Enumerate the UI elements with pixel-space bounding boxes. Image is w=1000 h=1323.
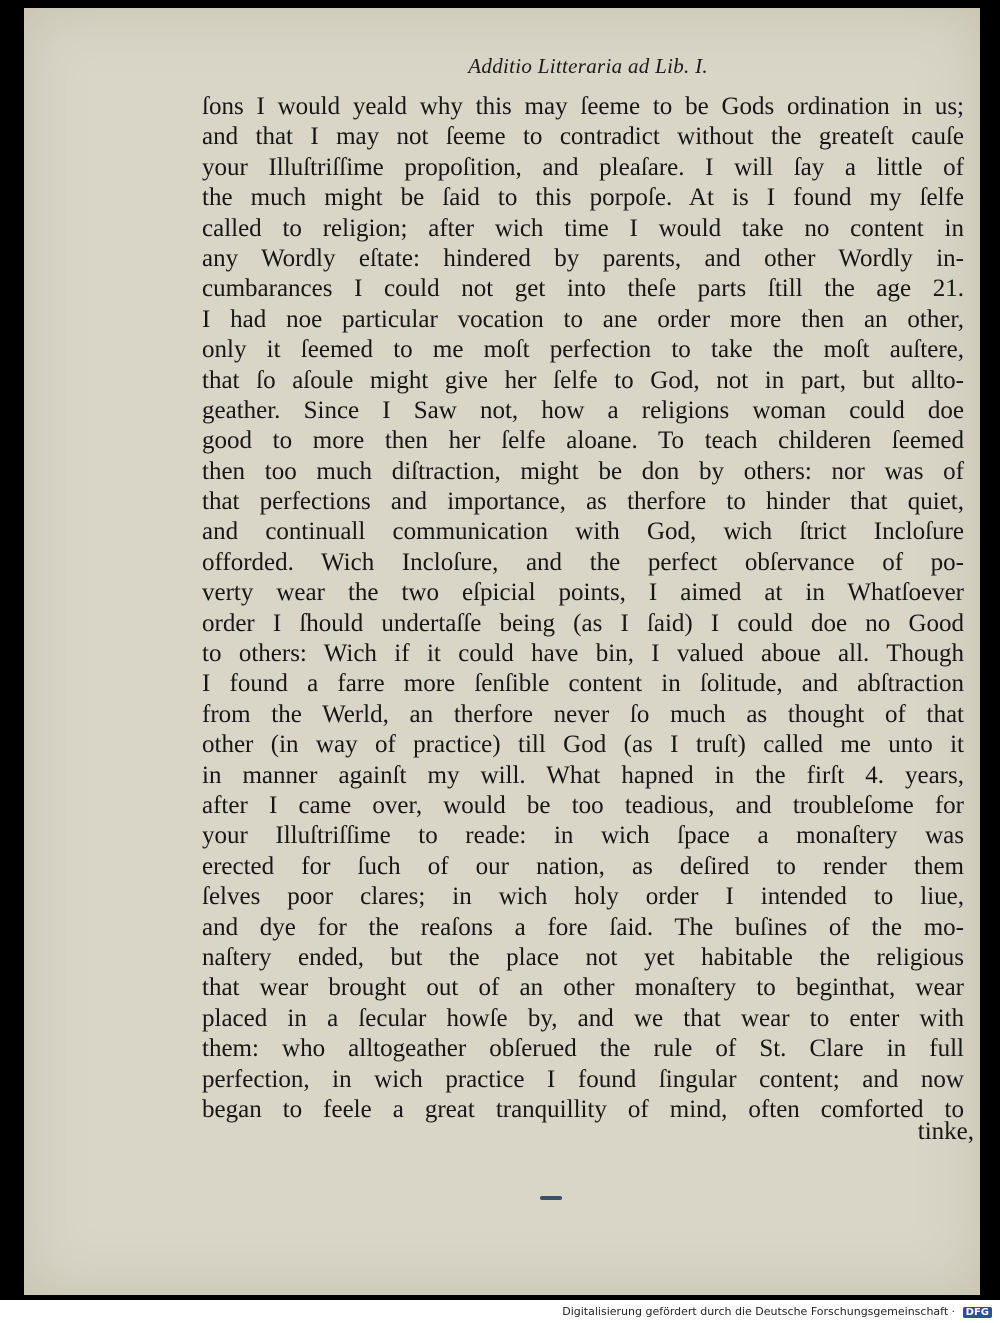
text-line: the much might be ſaid to this porpoſe. At is I found my ſelfe [202, 184, 964, 212]
text-line: erected for ſuch of our nation, as deſired to render them [202, 852, 964, 880]
text-line: other (in way of practice) till God (as I truſt) called me unto it [202, 731, 964, 759]
text-line: I had noe particular vocation to ane order more then an other, [202, 305, 964, 333]
text-line: verty wear the two eſpicial points, I aimed at in Whatſoever [202, 579, 964, 607]
ink-mark [540, 1196, 562, 1200]
text-line: in manner againſt my will. What hapned in the firſt 4. years, [202, 761, 964, 789]
text-line: naſtery ended, but the place not yet habitable the religious [202, 943, 964, 971]
text-line: any Wordly eſtate: hindered by parents, and other Wordly in- [202, 244, 964, 272]
catchword: tinke, [917, 1118, 974, 1145]
text-line: ſelves poor clares; in wich holy order I intended to liue, [202, 883, 964, 911]
text-line: your Illuſtriſſime propoſition, and pleaſare. I will ſay a little of [202, 153, 964, 181]
text-line: ſons I would yeald why this may ſeeme to be Gods ordination in us; [202, 93, 964, 120]
text-line: I found a farre more ſenſible content in ſolitude, and abſtraction [202, 670, 964, 698]
text-line: that perfections and importance, as therfore to hinder that quiet, [202, 488, 964, 516]
page-body-text [202, 92, 964, 1125]
text-line: only it ſeemed to me moſt perfection to take the moſt auſtere, [202, 336, 964, 364]
text-line: called to religion; after wich time I would take no content in [202, 214, 964, 242]
text-line: them: who alltogeather obſerued the rule of St. Clare in full [202, 1035, 964, 1063]
text-line: then too much diſtraction, might be don by others: nor was of [202, 457, 964, 485]
digitization-credit [562, 1305, 992, 1318]
text-line: good to more then her ſelfe aloane. To teach childeren ſeemed [202, 427, 964, 455]
text-line: from the Werld, an therfore never ſo much as thought of that [202, 700, 964, 728]
book-page [24, 8, 980, 1295]
text-line: your Illuſtriſſime to reade: in wich ſpace a monaſtery was [202, 822, 964, 850]
text-line: perfection, in wich practice I found ſingular content; and now [202, 1065, 964, 1093]
text-line: after I came over, would be too teadious, and troubleſome for [202, 791, 964, 819]
text-line: geather. Since I Saw not, how a religions woman could doe [202, 396, 964, 424]
text-line: to others: Wich if it could have bin, I valued aboue all. Though [202, 640, 964, 668]
text-line: and dye for the reaſons a fore ſaid. The buſines of the mo- [202, 913, 964, 941]
credit-text: Digitalisierung gefördert durch die Deutsche Forschungsgemeinschaft · [562, 1305, 956, 1318]
text-line: order I ſhould undertaſſe being (as I ſaid) I could doe no Good [202, 609, 964, 637]
text-line: began to feele a great tranquillity of mind, often comforted to [202, 1095, 964, 1123]
text-line: that wear brought out of an other monaſtery to beginthat, wear [202, 974, 964, 1002]
dfg-logo: DFG [963, 1307, 992, 1318]
text-line: and that I may not ſeeme to contradict without the greateſt cauſe [202, 123, 964, 151]
text-line: cumbarances I could not get into theſe parts ſtill the age 21. [202, 275, 964, 303]
text-line: offorded. Wich Incloſure, and the perfect obſervance of po- [202, 548, 964, 576]
running-title: Additio Litteraria ad Lib. I. [468, 54, 708, 78]
text-line: that ſo aſoule might give her ſelfe to God, not in part, but allto- [202, 366, 964, 394]
text-line: and continuall communication with God, wich ſtrict Incloſure [202, 518, 964, 546]
text-line: placed in a ſecular howſe by, and we that wear to enter with [202, 1004, 964, 1032]
